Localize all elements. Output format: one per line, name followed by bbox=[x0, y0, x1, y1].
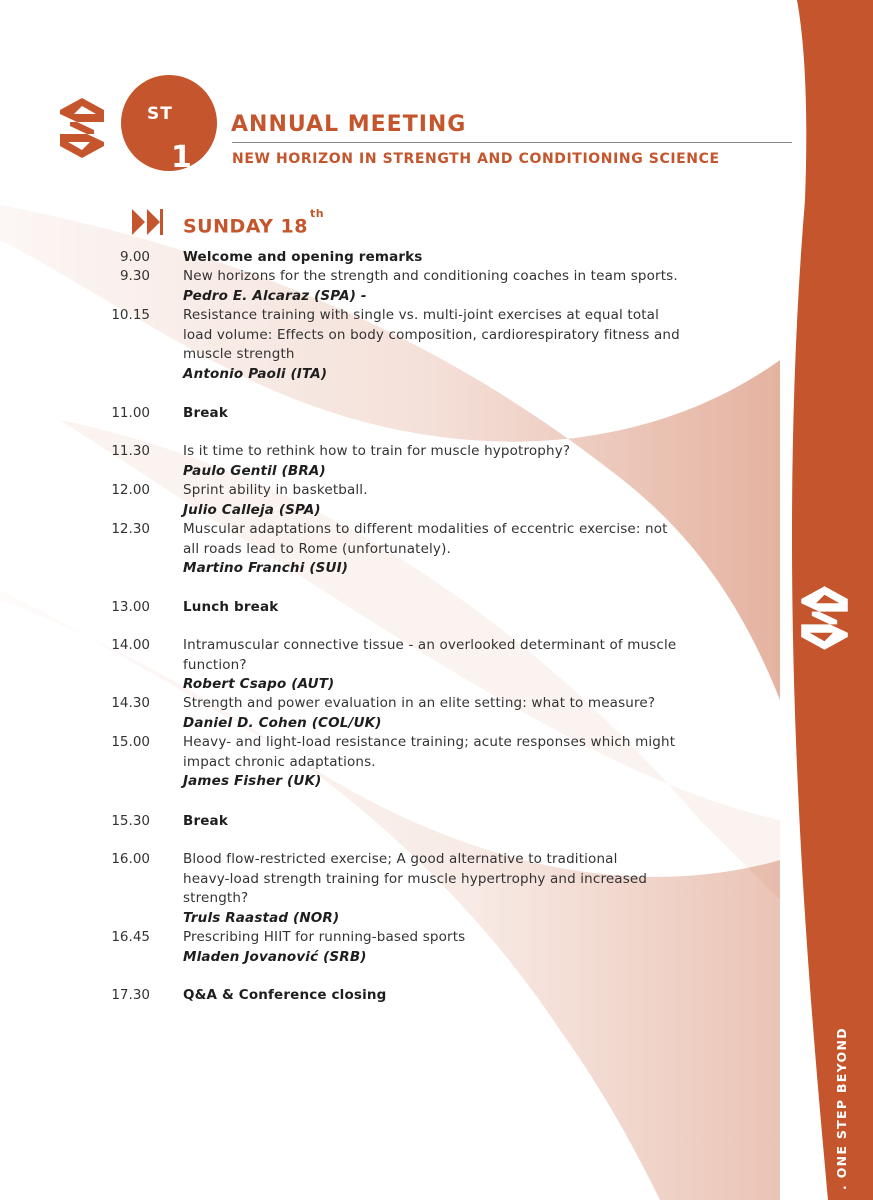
session-details bbox=[183, 442, 743, 481]
session-title: Q&A & Conference closing bbox=[183, 987, 387, 1003]
session-text: heavy-load strength training for muscle hypertrophy and increased bbox=[183, 870, 648, 887]
session-time: 9.00 bbox=[119, 249, 150, 265]
session-time: 9.30 bbox=[119, 268, 150, 284]
session-details bbox=[183, 248, 743, 268]
page-subtitle: NEW HORIZON IN STRENGTH AND CONDITIONING SCIENCE bbox=[232, 151, 720, 167]
session-text: Sprint ability in basketball. bbox=[183, 482, 368, 498]
session-details bbox=[183, 306, 743, 384]
session-details bbox=[183, 733, 743, 792]
speaker-name: Pedro E. Alcaraz (SPA) - bbox=[183, 287, 367, 304]
session-text: Prescribing HIIT for running-based sports bbox=[183, 929, 466, 945]
session-details bbox=[183, 481, 743, 520]
session-time: 15.00 bbox=[111, 734, 150, 750]
session-text: function? bbox=[183, 656, 247, 673]
day-suffix: th bbox=[310, 207, 325, 220]
session-time: 12.30 bbox=[111, 521, 150, 537]
speaker-name: Robert Csapo (AUT) bbox=[183, 676, 335, 692]
session-text: Muscular adaptations to different modalities of eccentric exercise: not bbox=[183, 521, 668, 537]
session-time: 15.30 bbox=[111, 813, 150, 829]
speaker-name: Daniel D. Cohen (COL/UK) bbox=[183, 714, 382, 731]
edition-number: 1 bbox=[171, 140, 193, 175]
session-time: 11.30 bbox=[111, 443, 150, 459]
session-time: 12.00 bbox=[111, 482, 150, 498]
session-time: 13.00 bbox=[111, 599, 150, 615]
speaker-name: Martino Franchi (SUI) bbox=[183, 560, 349, 576]
logo-s-icon bbox=[56, 96, 108, 160]
session-details bbox=[183, 850, 743, 928]
session-details bbox=[183, 812, 743, 832]
speaker-name: Mladen Jovanović (SRB) bbox=[183, 948, 367, 965]
session-details bbox=[183, 694, 743, 733]
speaker-name: Antonio Paoli (ITA) bbox=[183, 365, 328, 382]
session-time: 14.30 bbox=[111, 695, 150, 711]
edition-suffix: ST bbox=[147, 104, 173, 124]
session-details bbox=[183, 520, 743, 579]
session-text: Strength and power evaluation in an elite setting: what to measure? bbox=[183, 695, 656, 711]
session-details bbox=[183, 928, 743, 967]
session-time: 16.45 bbox=[111, 929, 150, 945]
session-details bbox=[183, 267, 743, 306]
title-divider bbox=[232, 142, 792, 143]
day-label: SUNDAY 18 bbox=[183, 215, 308, 238]
session-details bbox=[183, 404, 743, 424]
speaker-name: James Fisher (UK) bbox=[183, 773, 322, 789]
tagline: . ONE STEP BEYOND bbox=[834, 1027, 849, 1190]
session-time: 14.00 bbox=[111, 637, 150, 653]
session-title: Welcome and opening remarks bbox=[183, 249, 423, 265]
session-title: Break bbox=[183, 405, 228, 421]
side-logo-s-icon bbox=[797, 584, 852, 652]
day-heading bbox=[183, 207, 325, 238]
session-time: 16.00 bbox=[111, 851, 150, 867]
session-title: Lunch break bbox=[183, 599, 279, 615]
session-text: all roads lead to Rome (unfortunately). bbox=[183, 540, 451, 557]
session-title: Break bbox=[183, 813, 228, 829]
session-time: 17.30 bbox=[111, 987, 150, 1003]
session-details bbox=[183, 598, 743, 618]
session-text: Is it time to rethink how to train for muscle hypotrophy? bbox=[183, 443, 571, 459]
session-text: Heavy- and light-load resistance training; acute responses which might bbox=[183, 734, 676, 750]
session-text: New horizons for the strength and conditioning coaches in team sports. bbox=[183, 268, 678, 284]
edition-badge bbox=[121, 75, 217, 175]
speaker-name: Paulo Gentil (BRA) bbox=[183, 462, 326, 479]
double-chevron-icon bbox=[131, 209, 163, 235]
speaker-name: Truls Raastad (NOR) bbox=[183, 909, 340, 926]
session-text: Resistance training with single vs. multi-joint exercises at equal total bbox=[183, 307, 660, 323]
page-title: ANNUAL MEETING bbox=[231, 112, 467, 137]
session-text: impact chronic adaptations. bbox=[183, 753, 376, 770]
session-text: Blood flow-restricted exercise; A good alternative to traditional bbox=[183, 851, 618, 867]
session-text: load volume: Effects on body composition, cardiorespiratory fitness and bbox=[183, 326, 680, 343]
session-details bbox=[183, 986, 743, 1006]
session-text: muscle strength bbox=[183, 346, 295, 362]
session-time: 10.15 bbox=[111, 307, 150, 323]
session-text: strength? bbox=[183, 890, 249, 906]
speaker-name: Julio Calleja (SPA) bbox=[183, 501, 321, 518]
session-details bbox=[183, 636, 743, 695]
session-text: Intramuscular connective tissue - an overlooked determinant of muscle bbox=[183, 637, 677, 653]
session-time: 11.00 bbox=[111, 405, 150, 421]
